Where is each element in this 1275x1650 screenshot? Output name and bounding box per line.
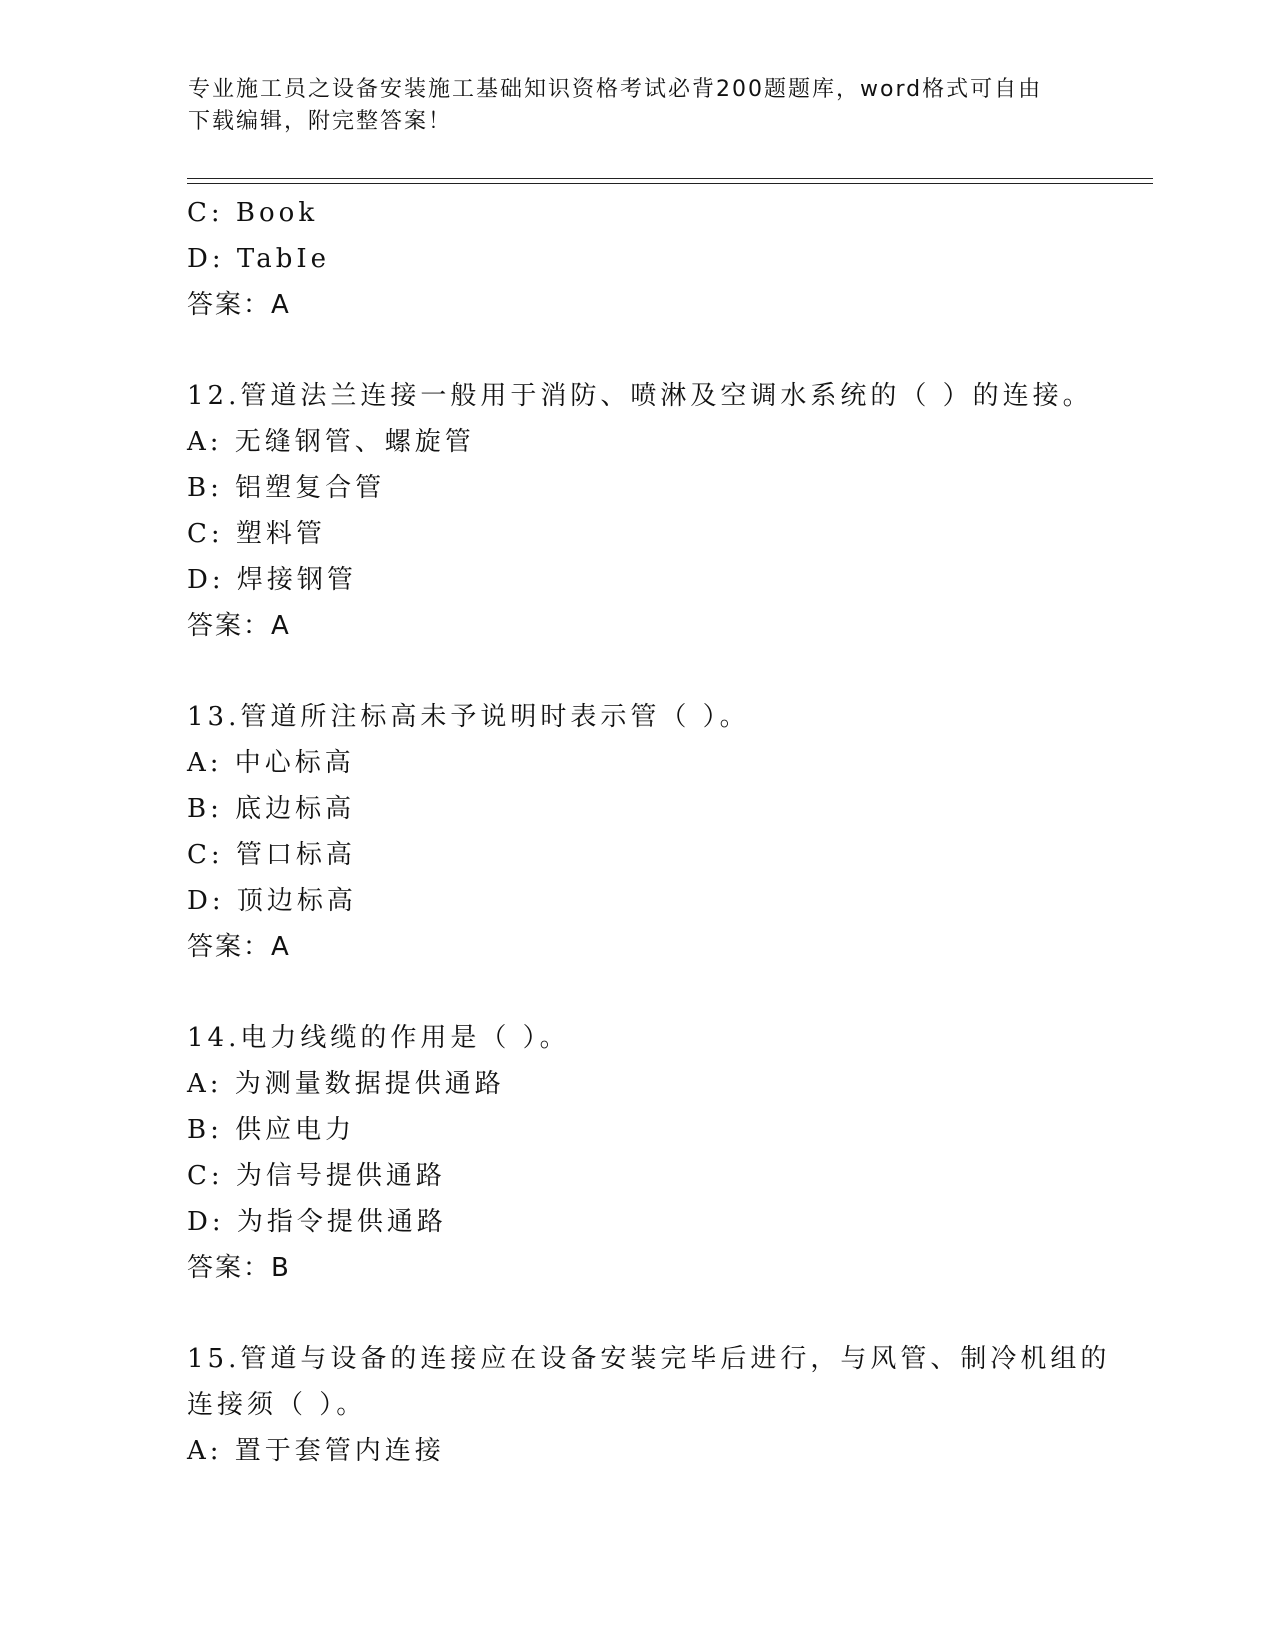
option-b: B: 供应电力 xyxy=(187,1115,356,1145)
answer-label: 答案：A xyxy=(187,290,291,320)
option-c: C: 管口标高 xyxy=(187,840,356,870)
option-a: A: 置于套管内连接 xyxy=(187,1436,445,1466)
question-15 xyxy=(187,1336,1147,1474)
question-14 xyxy=(187,1015,1147,1291)
question-11-tail xyxy=(187,190,1147,328)
question-13 xyxy=(187,694,1147,970)
spacer xyxy=(187,1291,1147,1336)
option-d: D: TabIe xyxy=(187,244,330,274)
question-stem: 14.电力线缆的作用是（ ）。 xyxy=(187,1023,570,1053)
document-header xyxy=(188,74,1068,138)
option-a: A: 无缝钢管、螺旋管 xyxy=(187,427,475,457)
header-title-line-1: 专业施工员之设备安装施工基础知识资格考试必背200题题库，word格式可自由 xyxy=(188,77,1043,102)
spacer xyxy=(187,328,1147,373)
option-c: C: 为信号提供通路 xyxy=(187,1161,446,1191)
header-title-line-2: 下载编辑，附完整答案！ xyxy=(188,109,453,134)
question-12 xyxy=(187,373,1147,649)
answer-label: 答案：B xyxy=(187,1253,291,1283)
question-stem-line-2: 连接须（ ）。 xyxy=(187,1390,367,1420)
spacer xyxy=(187,970,1147,1015)
spacer xyxy=(187,649,1147,694)
option-d: D: 焊接钢管 xyxy=(187,565,357,595)
header-rule-top xyxy=(187,178,1153,179)
answer-label: 答案：A xyxy=(187,932,291,962)
question-list xyxy=(187,190,1147,1474)
answer-label: 答案：A xyxy=(187,611,291,641)
option-a: A: 为测量数据提供通路 xyxy=(187,1069,505,1099)
question-stem: 12.管道法兰连接一般用于消防、喷淋及空调水系统的（ ）的连接。 xyxy=(187,381,1093,411)
option-c: C: 塑料管 xyxy=(187,519,326,549)
option-d: D: 顶边标高 xyxy=(187,886,357,916)
option-a: A: 中心标高 xyxy=(187,748,355,778)
option-b: B: 底边标高 xyxy=(187,794,356,824)
option-d: D: 为指令提供通路 xyxy=(187,1207,447,1237)
question-stem: 13.管道所注标高未予说明时表示管（ ）。 xyxy=(187,702,750,732)
question-stem-line-1: 15.管道与设备的连接应在设备安装完毕后进行，与风管、制冷机组的 xyxy=(187,1344,1111,1374)
option-c: C: Book xyxy=(187,198,319,228)
option-b: B: 铝塑复合管 xyxy=(187,473,386,503)
header-rule-bottom xyxy=(187,183,1153,184)
